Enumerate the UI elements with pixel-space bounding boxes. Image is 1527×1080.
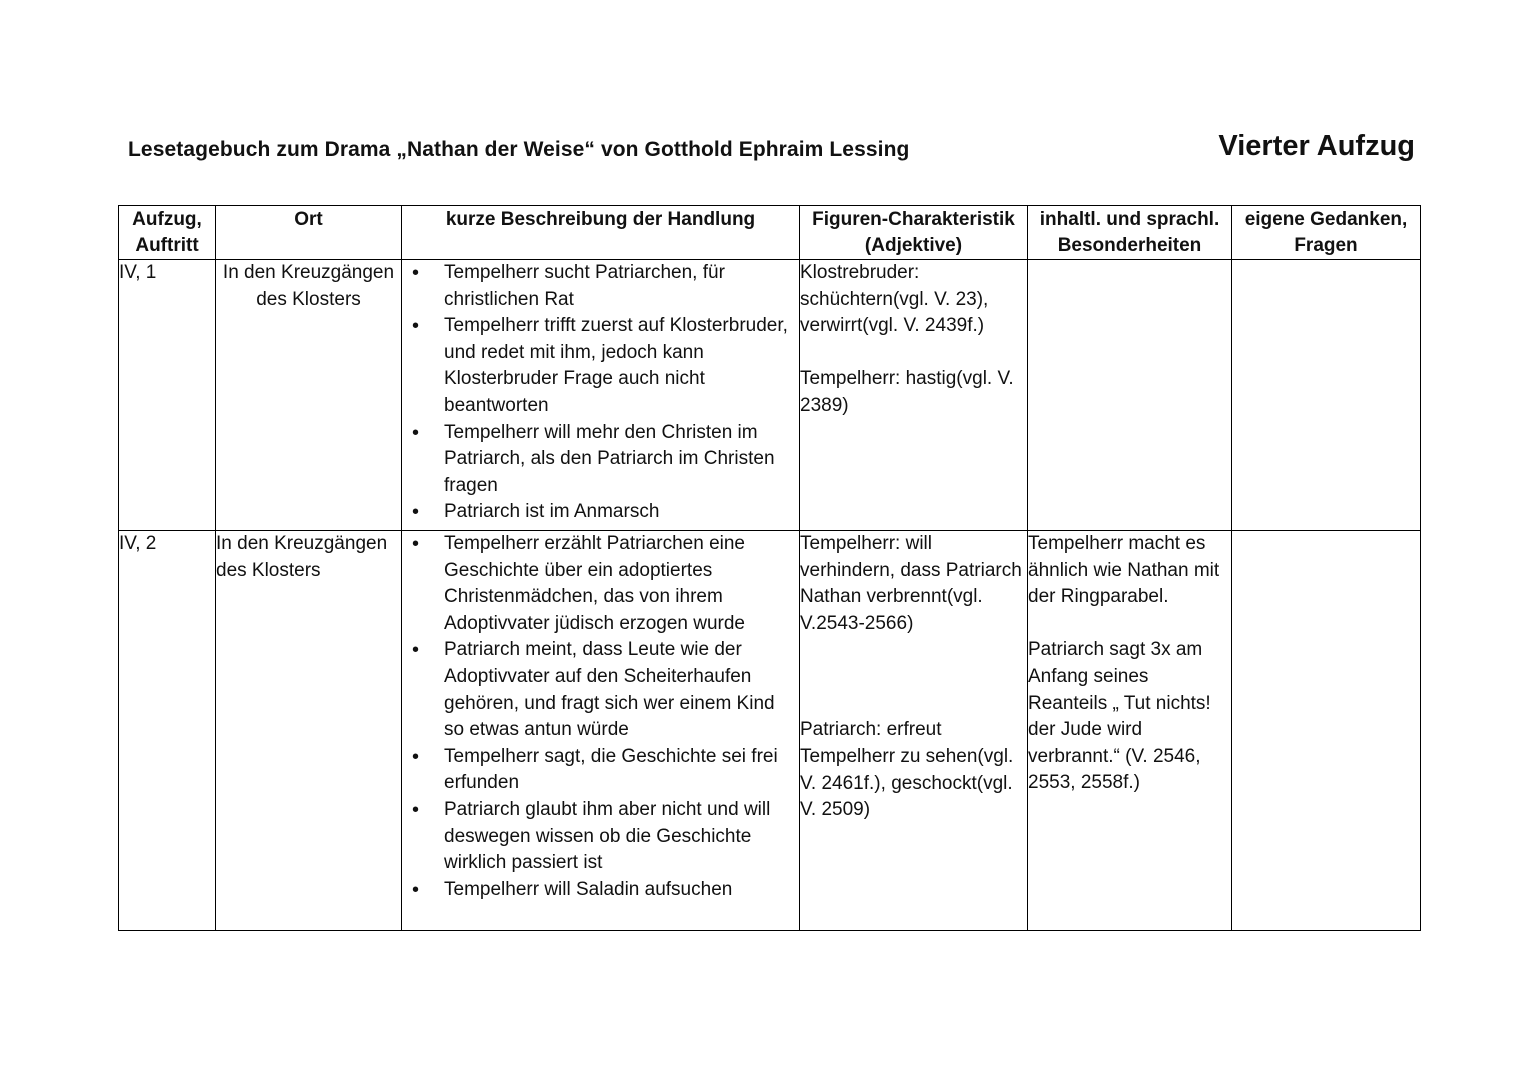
plot-item: • Tempelherr sagt, die Geschichte sei frei erfunden bbox=[402, 744, 799, 797]
plot-item: • Tempelherr will Saladin aufsuchen bbox=[402, 877, 799, 904]
place-cell: In den Kreuzgängen des Klosters bbox=[216, 531, 402, 931]
plot-item: • Patriarch glaubt ihm aber nicht und will deswegen wissen ob die Geschichte wirklich passiert ist bbox=[402, 797, 799, 877]
reading-diary-table bbox=[118, 205, 1421, 931]
plot-item: • Patriarch ist im Anmarsch bbox=[402, 499, 799, 526]
plot-list bbox=[402, 531, 799, 903]
plot-cell bbox=[402, 260, 800, 531]
plot-item: • Tempelherr erzählt Patriarchen eine Geschichte über ein adoptiertes Christenmädchen, das von ihrem Adoptivvater jüdisch erzogen wurde bbox=[402, 531, 799, 637]
features-cell bbox=[1028, 531, 1232, 931]
plot-item: • Tempelherr trifft zuerst auf Klosterbruder, und redet mit ihm, jedoch kann Klosterbruder Frage auch nicht beantworten bbox=[402, 313, 799, 419]
spacer bbox=[1028, 611, 1231, 638]
plot-item: • Tempelherr sucht Patriarchen, für christlichen Rat bbox=[402, 260, 799, 313]
column-header-characters: Figuren-Charakteristik (Adjektive) bbox=[800, 206, 1028, 260]
character-note: Tempelherr: hastig(vgl. V. 2389) bbox=[800, 368, 1014, 416]
character-note: Patriarch: erfreut Tempelherr zu sehen(vgl. V. 2461f.), geschockt(vgl. V. 2509) bbox=[800, 719, 1014, 821]
plot-list bbox=[402, 260, 799, 526]
column-header-place: Ort bbox=[216, 206, 402, 260]
features-cell bbox=[1028, 260, 1232, 531]
scene-cell: IV, 2 bbox=[119, 531, 216, 931]
place-cell: In den Kreuzgängen des Klosters bbox=[216, 260, 402, 531]
spacer bbox=[800, 340, 1027, 367]
column-header-plot: kurze Beschreibung der Handlung bbox=[402, 206, 800, 260]
column-header-features: inhaltl. und sprachl. Besonderheiten bbox=[1028, 206, 1232, 260]
plot-cell bbox=[402, 531, 800, 931]
table-row bbox=[119, 531, 1421, 931]
column-header-scene: Aufzug, Auftritt bbox=[119, 206, 216, 260]
section-title: Vierter Aufzug bbox=[1218, 130, 1415, 162]
spacer bbox=[800, 637, 1027, 717]
characters-cell bbox=[800, 260, 1028, 531]
column-header-thoughts: eigene Gedanken, Fragen bbox=[1232, 206, 1421, 260]
table-row bbox=[119, 260, 1421, 531]
characters-cell bbox=[800, 531, 1028, 931]
plot-item: • Tempelherr will mehr den Christen im Patriarch, als den Patriarch im Christen fragen bbox=[402, 420, 799, 500]
thoughts-cell bbox=[1232, 260, 1421, 531]
scene-cell: IV, 1 bbox=[119, 260, 216, 531]
document-title: Lesetagebuch zum Drama „Nathan der Weise“ von Gotthold Ephraim Lessing bbox=[128, 138, 910, 161]
character-note: Tempelherr: will verhindern, dass Patriarch Nathan verbrennt(vgl. V.2543-2566) bbox=[800, 533, 1022, 634]
character-note: Klostrebruder: schüchtern(vgl. V. 23), verwirrt(vgl. V. 2439f.) bbox=[800, 262, 989, 337]
table-header-row bbox=[119, 206, 1421, 260]
thoughts-cell bbox=[1232, 531, 1421, 931]
plot-item: • Patriarch meint, dass Leute wie der Adoptivvater auf den Scheiterhaufen gehören, und fragt sich wer einem Kind so etwas antun würde bbox=[402, 637, 799, 743]
feature-note: Tempelherr macht es ähnlich wie Nathan mit der Ringparabel. bbox=[1028, 533, 1220, 608]
feature-note: Patriarch sagt 3x am Anfang seines Reanteils „ Tut nichts! der Jude wird verbrannt.“ (V. 2546, 2553, 2558f.) bbox=[1028, 639, 1211, 794]
